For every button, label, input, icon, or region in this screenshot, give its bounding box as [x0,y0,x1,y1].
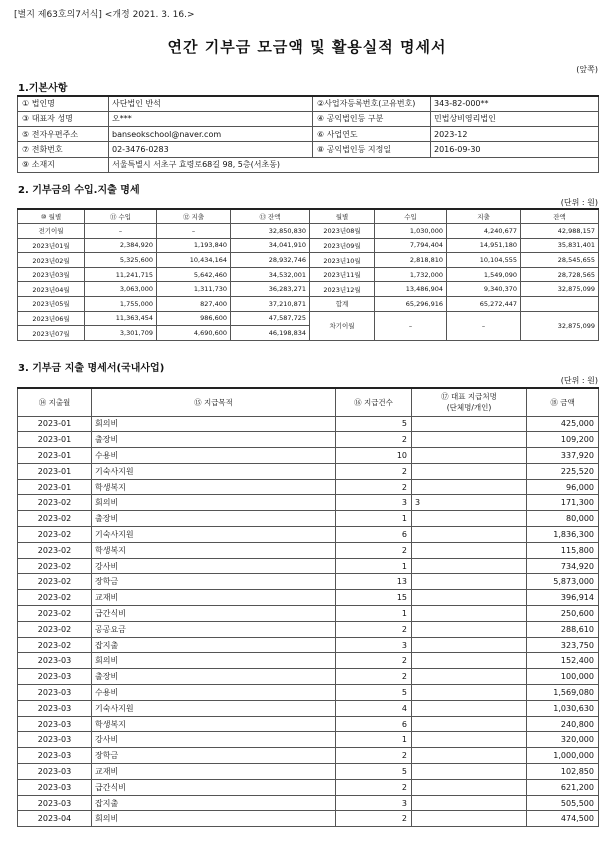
expense-recipient [412,542,527,558]
expense-count: 2 [336,669,412,685]
info-value: 343-82-000** [431,96,599,111]
expense-recipient [412,590,527,606]
expense-purpose: 잡지출 [92,795,336,811]
month-cell: 합계 [310,297,375,312]
expense-recipient [412,574,527,590]
expense-recipient [412,811,527,827]
expense-recipient [412,448,527,464]
amount-cell: 35,831,401 [521,238,599,253]
info-value: 오*** [109,111,313,126]
carry-over-income: – [375,311,447,340]
header-count: ⑯ 지급건수 [336,388,412,416]
amount-cell: 5,642,460 [157,267,231,282]
table-row [18,795,599,811]
amount-cell: 14,951,180 [447,238,521,253]
expense-count: 13 [336,574,412,590]
amount-cell: 1,311,730 [157,282,231,297]
section2-unit: (단위 : 원) [560,198,598,207]
month-cell: 2023년08월 [310,224,375,239]
info-value: 민법상비영리법인 [431,111,599,126]
table-row [18,558,599,574]
expense-amount: 1,000,000 [527,748,599,764]
month-cell: 2023년09월 [310,238,375,253]
amount-cell: 4,240,677 [447,224,521,239]
expense-amount: 621,200 [527,779,599,795]
table-row [18,267,599,282]
table-row [18,764,599,780]
expense-month: 2023-03 [18,700,92,716]
expense-count: 1 [336,606,412,622]
expense-purpose: 강사비 [92,732,336,748]
expense-recipient [412,606,527,622]
info-value: 사단법인 반석 [109,96,313,111]
info-value: 02-3476-0283 [109,142,313,157]
expense-purpose: 회의비 [92,811,336,827]
info-label: ① 법인명 [18,96,109,111]
expense-month: 2023-03 [18,669,92,685]
expense-purpose: 장학금 [92,574,336,590]
expense-recipient [412,416,527,432]
expense-month: 2023-03 [18,795,92,811]
amount-cell: 2,818,810 [375,253,447,268]
month-cell: 2023년03월 [18,267,85,282]
expense-count: 2 [336,621,412,637]
amount-cell: 13,486,904 [375,282,447,297]
table-row [18,621,599,637]
info-value: 2016-09-30 [431,142,599,157]
amount-cell: 827,400 [157,297,231,312]
expense-amount: 425,000 [527,416,599,432]
expense-amount: 240,800 [527,716,599,732]
month-cell: 전기이월 [18,224,85,239]
expense-amount: 474,500 [527,811,599,827]
expense-purpose: 회의비 [92,416,336,432]
expense-amount: 152,400 [527,653,599,669]
amount-cell: 65,272,447 [447,297,521,312]
header-amount: ⑱ 금액 [527,388,599,416]
expense-count: 2 [336,463,412,479]
amount-cell: 32,850,830 [231,224,310,239]
table-row [18,311,599,326]
amount-cell: 3,301,709 [85,326,157,341]
column-header: 지출 [447,209,521,224]
expense-month: 2023-02 [18,574,92,590]
amount-cell: 7,794,404 [375,238,447,253]
info-value: banseokschool@naver.com [109,127,313,142]
expense-recipient [412,732,527,748]
page-title: 연간 기부금 모금액 및 활용실적 명세서 [167,38,447,56]
expense-recipient [412,511,527,527]
expense-count: 2 [336,479,412,495]
amount-cell: 28,545,655 [521,253,599,268]
table-row [18,637,599,653]
expense-purpose: 출장비 [92,669,336,685]
expense-count: 5 [336,685,412,701]
amount-cell: 1,732,000 [375,267,447,282]
amount-cell: 28,728,565 [521,267,599,282]
table-row [18,297,599,312]
expense-purpose: 수용비 [92,448,336,464]
expense-count: 2 [336,653,412,669]
table-row [18,432,599,448]
amount-cell: 34,532,001 [231,267,310,282]
expense-count: 2 [336,432,412,448]
expense-recipient [412,463,527,479]
expense-month: 2023-03 [18,748,92,764]
month-cell: 2023년01월 [18,238,85,253]
column-header: ⑫ 지출 [157,209,231,224]
expense-purpose: 출장비 [92,432,336,448]
expense-count: 10 [336,448,412,464]
expense-recipient [412,432,527,448]
expense-count: 4 [336,700,412,716]
expense-purpose: 교재비 [92,764,336,780]
expense-month: 2023-01 [18,432,92,448]
expense-count: 1 [336,511,412,527]
expense-recipient: 3 [412,495,527,511]
column-header: 수입 [375,209,447,224]
expense-recipient [412,479,527,495]
info-row [18,142,599,157]
table-row [18,653,599,669]
expense-count: 3 [336,795,412,811]
month-cell: 2023년05월 [18,297,85,312]
expense-amount: 80,000 [527,511,599,527]
expense-purpose: 학생복지 [92,542,336,558]
expense-purpose: 급간식비 [92,606,336,622]
table-row [18,448,599,464]
expense-amount: 1,569,080 [527,685,599,701]
table-row [18,606,599,622]
form-number: [별지 제63호의7서식] <개정 2021. 3. 16.> [14,10,195,20]
amount-cell: 1,030,000 [375,224,447,239]
expense-month: 2023-02 [18,495,92,511]
expense-month: 2023-03 [18,732,92,748]
info-label: ⑥ 사업연도 [313,127,431,142]
expense-purpose: 출장비 [92,511,336,527]
expense-amount: 323,750 [527,637,599,653]
header-recipient: ⑰ 대표 지급처명 (단체명/개인) [412,388,527,416]
expense-purpose: 강사비 [92,558,336,574]
amount-cell: 986,600 [157,311,231,326]
info-label: ③ 대표자 성명 [18,111,109,126]
expense-amount: 505,500 [527,795,599,811]
header-month: ⑭ 지출월 [18,388,92,416]
amount-cell: 34,041,910 [231,238,310,253]
expense-amount: 96,000 [527,479,599,495]
column-header: ⑬ 잔액 [231,209,310,224]
expense-recipient [412,527,527,543]
expense-amount: 337,920 [527,448,599,464]
expense-month: 2023-01 [18,479,92,495]
basic-info-table [17,95,599,173]
table-row [18,511,599,527]
expense-month: 2023-02 [18,621,92,637]
amount-cell: 36,283,271 [231,282,310,297]
address-label: ⑨ 소재지 [18,157,109,172]
expense-month: 2023-02 [18,606,92,622]
expense-month: 2023-01 [18,463,92,479]
expense-amount: 1,836,300 [527,527,599,543]
table-row [18,479,599,495]
expense-recipient [412,795,527,811]
amount-cell: 11,363,454 [85,311,157,326]
expense-amount: 288,610 [527,621,599,637]
table-row [18,416,599,432]
header-purpose: ⑮ 지급목적 [92,388,336,416]
amount-cell: 4,690,600 [157,326,231,341]
expense-count: 5 [336,764,412,780]
month-cell: 2023년12월 [310,282,375,297]
table-row [18,542,599,558]
month-cell: 2023년02월 [18,253,85,268]
expense-purpose: 교재비 [92,590,336,606]
expense-amount: 100,000 [527,669,599,685]
address-value: 서울특별시 서초구 효령로68길 98, 5층(서초동) [109,157,599,172]
expense-count: 5 [336,416,412,432]
expense-purpose: 회의비 [92,653,336,669]
info-value: 2023-12 [431,127,599,142]
expense-month: 2023-01 [18,416,92,432]
amount-cell: 1,193,840 [157,238,231,253]
table-row [18,700,599,716]
expense-recipient [412,700,527,716]
expense-amount: 225,520 [527,463,599,479]
table-row [18,574,599,590]
expense-month: 2023-01 [18,448,92,464]
expense-amount: 734,920 [527,558,599,574]
carry-over-balance: 32,875,099 [521,311,599,340]
expense-amount: 250,600 [527,606,599,622]
info-row [18,111,599,126]
expense-recipient [412,637,527,653]
table-row [18,590,599,606]
expense-amount: 396,914 [527,590,599,606]
table-row [18,253,599,268]
page-side-label: (앞쪽) [576,65,598,74]
table-row [18,463,599,479]
month-cell: 2023년06월 [18,311,85,326]
amount-cell: 37,210,871 [231,297,310,312]
amount-cell [521,297,599,312]
income-expense-table [17,208,599,341]
amount-cell: 11,241,715 [85,267,157,282]
amount-cell: 1,755,000 [85,297,157,312]
expense-amount: 5,873,000 [527,574,599,590]
info-label: ②사업자등록번호(고유번호) [313,96,431,111]
expense-recipient [412,685,527,701]
expense-amount: 115,800 [527,542,599,558]
table-row [18,732,599,748]
expense-recipient [412,621,527,637]
expense-purpose: 학생복지 [92,716,336,732]
expense-count: 2 [336,542,412,558]
expense-recipient [412,779,527,795]
expense-recipient [412,669,527,685]
table-row [18,669,599,685]
expense-purpose: 장학금 [92,748,336,764]
expenditure-table [17,387,599,827]
expense-amount: 102,850 [527,764,599,780]
amount-cell: 3,063,000 [85,282,157,297]
amount-cell: 42,988,157 [521,224,599,239]
expense-purpose: 급간식비 [92,779,336,795]
expense-purpose: 공공요금 [92,621,336,637]
column-header: 잔액 [521,209,599,224]
amount-cell: 1,549,090 [447,267,521,282]
amount-cell: 46,198,834 [231,326,310,341]
expense-count: 6 [336,716,412,732]
column-header: ⑪ 수입 [85,209,157,224]
table-row [18,685,599,701]
amount-cell: 10,104,555 [447,253,521,268]
expense-purpose: 잡지출 [92,637,336,653]
expense-recipient [412,716,527,732]
expense-count: 3 [336,495,412,511]
section2-heading: 2. 기부금의 수입.지출 명세 [18,185,140,196]
amount-cell: 65,296,916 [375,297,447,312]
info-label: ⑧ 공익법인등 지정일 [313,142,431,157]
amount-cell: 2,384,920 [85,238,157,253]
month-cell: 2023년11월 [310,267,375,282]
amount-cell: 9,340,370 [447,282,521,297]
expense-recipient [412,764,527,780]
amount-cell: 28,932,746 [231,253,310,268]
amount-cell: 5,325,600 [85,253,157,268]
table-row [18,282,599,297]
expense-purpose: 기숙사지원 [92,700,336,716]
info-label: ⑤ 전자우편주소 [18,127,109,142]
expense-month: 2023-02 [18,527,92,543]
table-row [18,748,599,764]
expense-month: 2023-03 [18,653,92,669]
section1-heading: 1.기본사항 [18,83,68,94]
expense-month: 2023-03 [18,779,92,795]
expense-purpose: 학생복지 [92,479,336,495]
amount-cell: – [85,224,157,239]
expense-count: 15 [336,590,412,606]
column-header: ⑩ 월별 [18,209,85,224]
carry-over-label: 차기이월 [310,311,375,340]
expense-month: 2023-02 [18,558,92,574]
carry-over-expense: – [447,311,521,340]
expense-purpose: 회의비 [92,495,336,511]
month-cell: 2023년10월 [310,253,375,268]
table-row [18,238,599,253]
table-row [18,495,599,511]
info-label: ⑦ 전화번호 [18,142,109,157]
expense-month: 2023-03 [18,685,92,701]
month-cell: 2023년07월 [18,326,85,341]
info-row [18,127,599,142]
expense-month: 2023-03 [18,764,92,780]
expense-count: 3 [336,637,412,653]
expense-amount: 109,200 [527,432,599,448]
table-row [18,224,599,239]
expense-purpose: 수용비 [92,685,336,701]
info-row [18,96,599,111]
table-row [18,527,599,543]
section3-heading: 3. 기부금 지출 명세서(국내사업) [18,363,165,374]
month-cell: 2023년04월 [18,282,85,297]
expense-count: 6 [336,527,412,543]
expense-recipient [412,653,527,669]
expense-recipient [412,748,527,764]
table-row [18,716,599,732]
amount-cell: – [157,224,231,239]
expense-month: 2023-02 [18,511,92,527]
column-header: 월별 [310,209,375,224]
amount-cell: 10,434,164 [157,253,231,268]
expense-count: 2 [336,811,412,827]
table-row [18,811,599,827]
expense-month: 2023-02 [18,542,92,558]
expense-recipient [412,558,527,574]
expense-purpose: 기숙사지원 [92,527,336,543]
expense-count: 2 [336,748,412,764]
expense-amount: 320,000 [527,732,599,748]
expense-amount: 1,030,630 [527,700,599,716]
amount-cell: 47,587,725 [231,311,310,326]
amount-cell: 32,875,099 [521,282,599,297]
expense-count: 1 [336,558,412,574]
expense-month: 2023-03 [18,716,92,732]
expense-amount: 171,300 [527,495,599,511]
expense-month: 2023-04 [18,811,92,827]
expense-count: 1 [336,732,412,748]
section3-unit: (단위 : 원) [560,376,598,385]
info-label: ④ 공익법인등 구분 [313,111,431,126]
expense-purpose: 기숙사지원 [92,463,336,479]
expense-month: 2023-02 [18,590,92,606]
expense-month: 2023-02 [18,637,92,653]
expense-count: 2 [336,779,412,795]
table-row [18,779,599,795]
